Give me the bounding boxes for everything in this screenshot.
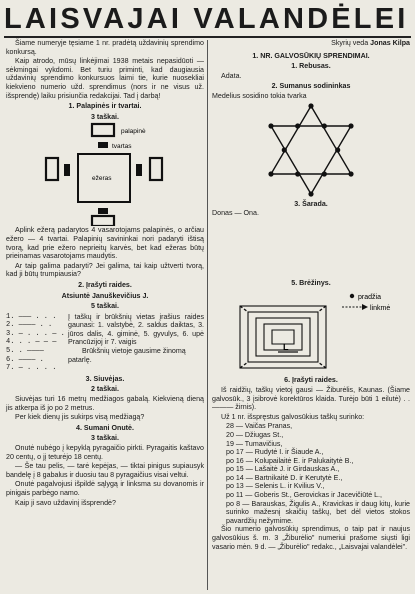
column-divider [207, 40, 208, 590]
code-line: 7. — . . . . [6, 364, 57, 373]
legend-linkme: linkmė [370, 305, 391, 313]
list-item: 19 — Tumavičius, [226, 439, 283, 448]
puzzle-1-text-2: Ar taip galima padaryti? Jei galima, tai kaip užtverti tvorą, kad ji būtų trumpiausia? [6, 261, 204, 279]
star-diagram [212, 102, 410, 198]
solution-2-text: Medelius sosidino tokia tvarka [212, 91, 307, 100]
legend-pradzia: pradžia [358, 294, 381, 302]
lake-diagram [6, 122, 204, 226]
list-item: 20 — Džiugas St., [226, 430, 284, 439]
winners-intro: Už 1 nr. išspręstus galvosūkius taškų surinko: [221, 412, 365, 421]
solution-5-title: 5. Brėžinys. [291, 278, 331, 287]
left-column [6, 39, 204, 508]
puzzle-4-text-3: Onutė pagalvojusi išpildė sąlygą ir linksma su dovanomis ir pinigais parbėgo namo. [6, 480, 204, 497]
solution-3-title: 3. Šarada. [294, 199, 328, 208]
editor-name: Jonas Kilpa [370, 39, 410, 47]
editor-label: Skyrių veda [331, 39, 369, 47]
puzzle-3-points: 2 taškai. [90, 385, 119, 394]
code-line: 3. — . . . — . [6, 329, 65, 338]
puzzle-1-points: 3 taškai. [90, 112, 119, 121]
tvartas-label: tvartas [112, 143, 132, 151]
puzzle-3-question: Per kiek dienų jis sukirps visą medžiagą? [15, 413, 145, 422]
code-line: 2. ———— . . [6, 321, 53, 330]
solution-6-title: 6. Įrašyti raides. [284, 376, 338, 385]
solution-1-answer: Adata. [221, 71, 242, 80]
puzzle-2-body [6, 313, 204, 373]
code-line: 5. . ———— [6, 347, 44, 356]
list-item: po 15 — Lašaitė J. ir Girdauskas A., [226, 465, 340, 474]
editor-line [212, 39, 410, 48]
solutions-header: 1. NR. GALVOSŪKIŲ SPRENDIMAI. [252, 51, 370, 60]
puzzle-1-text-1: Aplink ežerą padarytos 4 vasarotojams palapinės, o arčiau ežero — 4 tvartai. Palapinių savininkai nori padaryti ištisą tvorą, kad prie ežero neprieitų karvės, bet kad ežeras būtų prieinamas vasarotojams maudytis. [6, 226, 204, 261]
puzzle-2-codes [6, 313, 68, 373]
list-item: po 13 — Selenis L. ir Kvilius V., [226, 482, 325, 491]
solution-6-text: Iš raidžių, taškų vietoj gausi — Žiburėlis, Kaunas. (Šiame galvosūk., 3 įsibrovė korektūros klaida. Turėjo būti 1 eilutė) . . ——— žirnis). [212, 385, 410, 412]
puzzle-3-text: Siuvėjas turi 16 metrų medžiagos gabalą. Kiekvieną dieną jis atkerpa iš jo po 2 metrus. [6, 395, 204, 412]
winners-list [212, 422, 410, 525]
puzzle-2-title: 2. Įrašyti raides. [78, 280, 132, 289]
puzzle-3-title: 3. Siuvėjas. [85, 374, 125, 383]
puzzle-4-title: 4. Sumani Onutė. [76, 423, 134, 432]
page-title: LAISVAJAI VALANDĖLEI [4, 3, 409, 35]
start-dot-icon [350, 294, 354, 298]
code-line: 4. . . — — — [6, 338, 57, 347]
code-line: 6. ———— . [6, 355, 44, 364]
right-column [212, 39, 410, 552]
puzzle-2-hint-text-2: Brūkšnių vietoje gausime žinomą patarlę. [68, 347, 186, 364]
puzzle-2-hint-text: Į taškų ir brūkšnių vietas įrašius raides gaunasi: 1. valstybė, 2. saldus daiktas, 3. jūros dalis, 4. giminė, 5. gyvulys, 6. upė Prancūzijoj ir 7. vaigis [68, 312, 204, 347]
solution-1-title: 1. Rebusas. [291, 62, 331, 71]
intro-paragraph-1: Šiame numeryje tęsiame 1 nr. pradėtą uždavinių sprendimo konkursą. [6, 39, 204, 56]
puzzle-4-text-2: — Še tau pelis, — tarė kepėjas, — tiktai pinigus supiausyk bandelę į 8 gabalus ir duosiu tau 8 pyragaičius visai veltui. [6, 462, 204, 479]
direction-arrow-icon [362, 304, 368, 310]
spacer [212, 219, 410, 277]
closing-paragraph: Šio numerio galvosūkių sprendimus, o taip pat ir naujus galvosūkius š. m. 3 „Žiburėlio" numeriui prašome siųsti ligi vasario mėn. 9 d. — „Žiburėlio" redakc., „Laisvajai valandėlei". [212, 525, 410, 551]
solution-2-title: 2. Sumanus sodininkas [271, 82, 351, 91]
solution-3-answer: Donas — Ona. [212, 209, 259, 218]
puzzle-1-title: 1. Palapinės ir tvartai. [68, 102, 142, 111]
list-item: po 11 — Goberis St., Gerovickas ir Jacevičiūtė L., [226, 491, 382, 500]
list-item: po 17 — Rudytė I. ir Šiaude A., [226, 448, 324, 457]
list-item: po 8 — Barauskas, Žigulis A., Kravickas ir daug kitų, kurie surinko mažesnį skaičių taškų, bet dėl vietos stokos pavardžių nežymime. [226, 499, 410, 525]
puzzle-2-hint [68, 313, 204, 373]
palapine-label: palapinė [121, 128, 146, 136]
puzzle-4-text-4: Kaip ji savo uždavinį išsprendė? [15, 498, 116, 507]
list-item: po 16 — Kolupailaitė E. ir Palukaitytė B., [226, 456, 354, 465]
list-item: po 14 — Bartnikaitė D. ir Kerutytė E., [226, 473, 343, 482]
intro-paragraph-2: Kaip atrodo, mūsų linkėjimai 1938 metais nepasidūoti — sėkmingai vykdomi. Bet turiu priminti, kad daugiausia uždavinių sprendimo konkursuos laimi tie, kurie nuosekliai kiekvieno numerio užd. sprendimus (nors ir ne visus už. išsprendę) laiku prisiunčia redakcijai. Tad į darbą! [6, 57, 204, 100]
maze-label-l: L [283, 342, 289, 353]
puzzle-4-points: 3 taškai. [90, 434, 119, 443]
ezeras-label: ežeras [92, 175, 112, 183]
list-item: 28 — Vaičas Pranas, [226, 422, 293, 431]
code-line: 1. ——— . . . [6, 312, 57, 321]
puzzle-2-points: 5 taškai. [90, 302, 119, 311]
masthead [4, 2, 411, 38]
puzzle-2-author: Atsiuntė Januškevičius J. [61, 291, 149, 300]
puzzle-4-text-1: Onutė nubėgo į kepyklą pyragaičio pirkti. Pyragaitis kaštavo 20 centų, o jį teturėjo 18 centų. [6, 444, 204, 461]
maze-drawing [212, 288, 410, 374]
